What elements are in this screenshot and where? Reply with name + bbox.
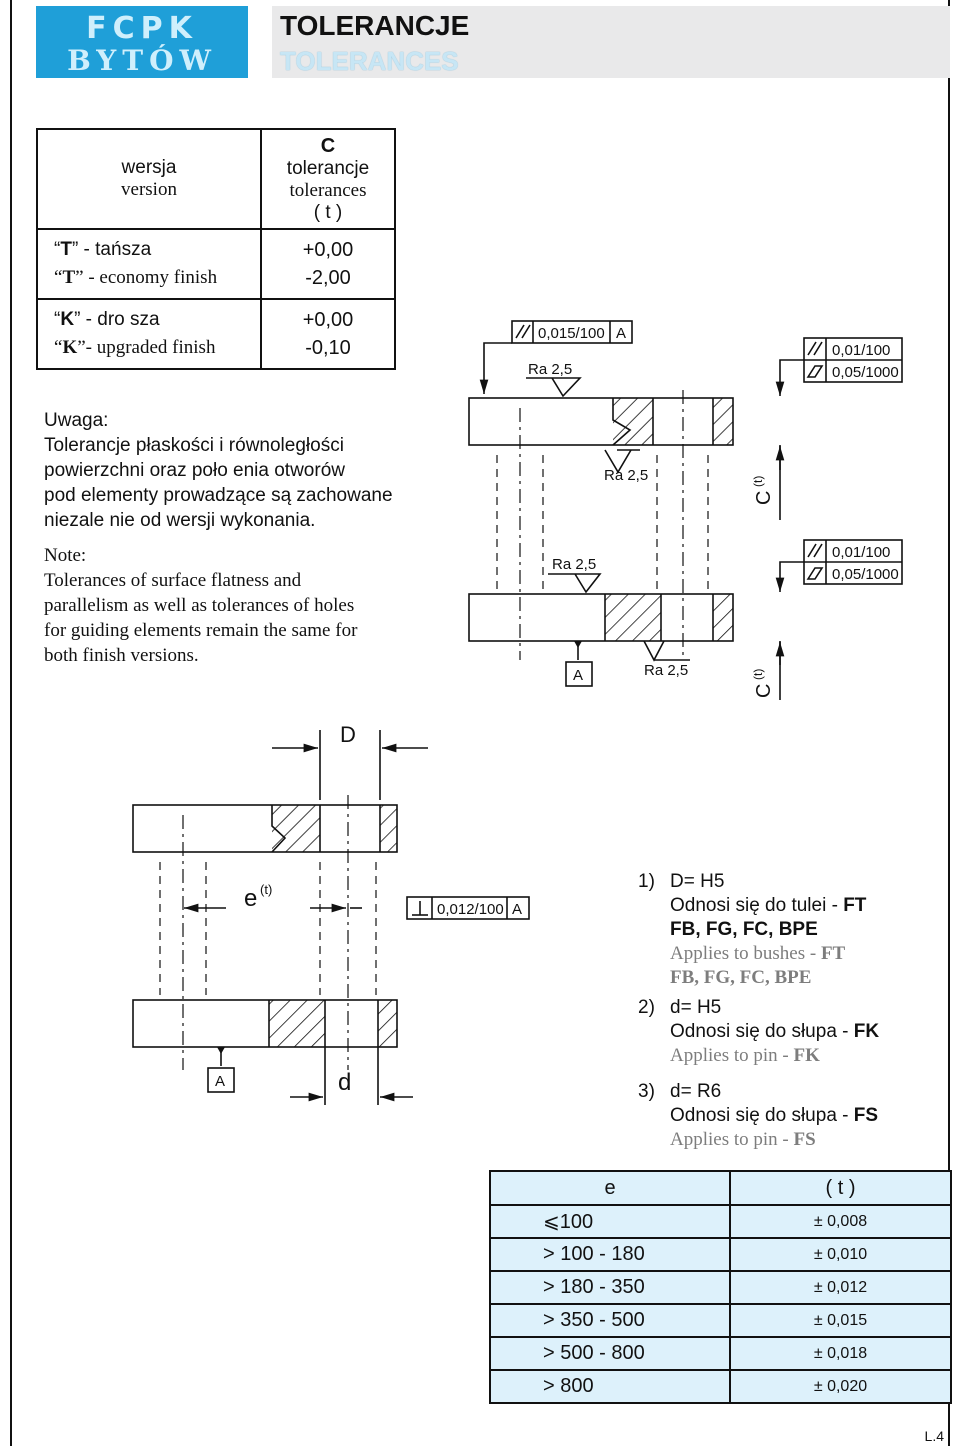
table-row bbox=[490, 1238, 951, 1271]
cell-e: > 180 - 350 bbox=[490, 1271, 730, 1304]
version-header-pl: wersja bbox=[121, 157, 177, 178]
datum-a-label: A bbox=[573, 667, 584, 684]
dim-e-sup: (t) bbox=[260, 882, 273, 897]
table-row bbox=[490, 1304, 951, 1337]
cell-e: > 800 bbox=[490, 1370, 730, 1403]
tolerance-minus: -0,10 bbox=[305, 337, 351, 359]
footnote-number: 2) bbox=[638, 997, 655, 1018]
version-letter: T bbox=[60, 239, 72, 260]
page-title-pl: TOLERANCJE bbox=[280, 10, 470, 41]
fcf2-parallel: 0,01/100 bbox=[832, 544, 891, 561]
note-pl-line: pod elementy prowadzące są zachowane bbox=[44, 485, 393, 506]
cell-t: ± 0,008 bbox=[730, 1205, 951, 1238]
tolerance-header-en: tolerances bbox=[289, 179, 367, 201]
dim-e: e bbox=[244, 885, 258, 912]
tolerance-header-t: ( t ) bbox=[313, 201, 343, 223]
logo-line-1: FCPK bbox=[86, 11, 198, 46]
note-pl-line: niezale nie od wersji wykonania. bbox=[44, 510, 316, 531]
roughness-mid: Ra 2,5 bbox=[604, 467, 649, 484]
roughness-top: Ra 2,5 bbox=[528, 361, 573, 378]
version-desc-pl: - tańsza bbox=[78, 239, 152, 260]
fcf-top-datum: A bbox=[616, 325, 627, 342]
table-row bbox=[490, 1271, 951, 1304]
cell-t: ± 0,010 bbox=[730, 1238, 951, 1271]
lower-plate bbox=[469, 594, 733, 641]
footnote-pl-codes: FB, FG, FC, BPE bbox=[670, 919, 818, 940]
version-letter: T bbox=[62, 267, 76, 288]
version-row-k: “K” - dro sza “K”- upgraded finish +0,00 -0,10 bbox=[37, 299, 395, 369]
roughness-bottom: Ra 2,5 bbox=[644, 662, 689, 679]
footnote-en-code: FT bbox=[820, 943, 846, 964]
version-row-t: “T” - tańsza “T” - economy finish +0,00 -2,00 bbox=[37, 229, 395, 299]
tolerance-header-c: C bbox=[320, 134, 336, 157]
footnote-formula: D= H5 bbox=[670, 871, 725, 892]
fcf-top-value: 0,015/100 bbox=[538, 325, 605, 342]
version-desc-pl: - dro sza bbox=[80, 309, 160, 330]
header-t: ( t ) bbox=[730, 1171, 951, 1205]
roughness-symbol bbox=[526, 378, 580, 396]
note-en-line: both finish versions. bbox=[44, 645, 199, 666]
cell-e: > 500 - 800 bbox=[490, 1337, 730, 1370]
dim-D: D bbox=[340, 722, 356, 747]
tolerance-by-distance-table bbox=[489, 1170, 952, 1404]
footnote-en-text: Applies to pin - bbox=[670, 1129, 794, 1150]
table-header-row bbox=[490, 1171, 951, 1205]
version-header-en: version bbox=[121, 179, 177, 200]
version-letter: K bbox=[60, 309, 75, 330]
note-en-line: for guiding elements remain the same for bbox=[44, 620, 358, 641]
footnote-en-code: FK bbox=[793, 1045, 820, 1066]
footnote-pl-code: FT bbox=[843, 895, 867, 916]
roughness-lower: Ra 2,5 bbox=[552, 556, 597, 573]
dim-c-upper-sup: (t) bbox=[751, 475, 765, 487]
leader-line bbox=[484, 343, 512, 378]
header-e: e bbox=[490, 1171, 730, 1205]
logo-line-2: BYTÓW bbox=[67, 44, 217, 77]
footnote-pl-code: FS bbox=[853, 1105, 879, 1126]
footnote-pl-text: Odnosi się do słupa - bbox=[670, 1105, 854, 1126]
page-number: L.4 bbox=[924, 1428, 944, 1444]
version-letter: K bbox=[62, 337, 78, 358]
footnote-pl-code: FK bbox=[853, 1021, 880, 1042]
bottom-upper-plate bbox=[133, 805, 397, 852]
note-pl-line: powierzchni oraz poło enia otworów bbox=[44, 460, 345, 481]
dim-c-upper: C bbox=[753, 490, 775, 505]
footnote-en-code: FS bbox=[793, 1129, 816, 1150]
datum-a-label-bottom: A bbox=[215, 1073, 226, 1090]
dim-c-lower: C bbox=[753, 683, 775, 698]
cell-e: > 100 - 180 bbox=[490, 1238, 730, 1271]
footnote-number: 3) bbox=[638, 1081, 655, 1102]
table-row bbox=[490, 1370, 951, 1403]
cell-t: ± 0,012 bbox=[730, 1271, 951, 1304]
note-pl-line: Tolerancje płaskości i równoległości bbox=[44, 435, 344, 456]
upper-plate bbox=[469, 398, 733, 445]
table-row bbox=[490, 1205, 951, 1238]
fcf-perp-datum: A bbox=[512, 901, 523, 918]
footnote-formula: d= H5 bbox=[670, 997, 722, 1018]
note-en-line: parallelism as well as tolerances of holes bbox=[44, 595, 355, 616]
note-en-line: Tolerances of surface flatness and bbox=[44, 570, 302, 591]
footnote-en-text: Applies to bushes - bbox=[670, 943, 821, 964]
footnote-pl-text: Odnosi się do słupa - bbox=[670, 1021, 854, 1042]
tolerance-minus: -2,00 bbox=[305, 267, 351, 289]
tolerance-header-pl: tolerancje bbox=[286, 157, 370, 179]
page-title-en: TOLERANCES bbox=[280, 46, 459, 76]
footnote-en-codes: FB, FG, FC, BPE bbox=[670, 967, 812, 988]
dim-c-lower-sup: (t) bbox=[751, 668, 765, 680]
footnote-number: 1) bbox=[638, 871, 655, 892]
fcf2-flat: 0,05/1000 bbox=[832, 566, 899, 583]
footnote-en-text: Applies to pin - bbox=[670, 1045, 794, 1066]
fcf1-flat: 0,05/1000 bbox=[832, 364, 899, 381]
fcf1-parallel: 0,01/100 bbox=[832, 342, 891, 359]
note-en-heading: Note: bbox=[44, 545, 87, 566]
cell-e: ⩽100 bbox=[490, 1205, 730, 1238]
fcf-perp-value: 0,012/100 bbox=[437, 901, 504, 918]
footnote-pl-text: Odnosi się do tulei - bbox=[670, 895, 844, 916]
dim-d: d bbox=[338, 1069, 352, 1096]
cell-t: ± 0,018 bbox=[730, 1337, 951, 1370]
tolerance-plus: +0,00 bbox=[302, 239, 354, 261]
tolerance-plus: +0,00 bbox=[302, 309, 354, 331]
version-desc-en: - upgraded finish bbox=[85, 337, 216, 358]
note-pl-heading: Uwaga: bbox=[44, 410, 109, 431]
footnote-formula: d= R6 bbox=[670, 1081, 722, 1102]
bottom-lower-plate bbox=[133, 1000, 397, 1047]
table-row bbox=[490, 1337, 951, 1370]
version-desc-en: - economy finish bbox=[83, 267, 218, 288]
cell-e: > 350 - 500 bbox=[490, 1304, 730, 1337]
cell-t: ± 0,020 bbox=[730, 1370, 951, 1403]
cell-t: ± 0,015 bbox=[730, 1304, 951, 1337]
